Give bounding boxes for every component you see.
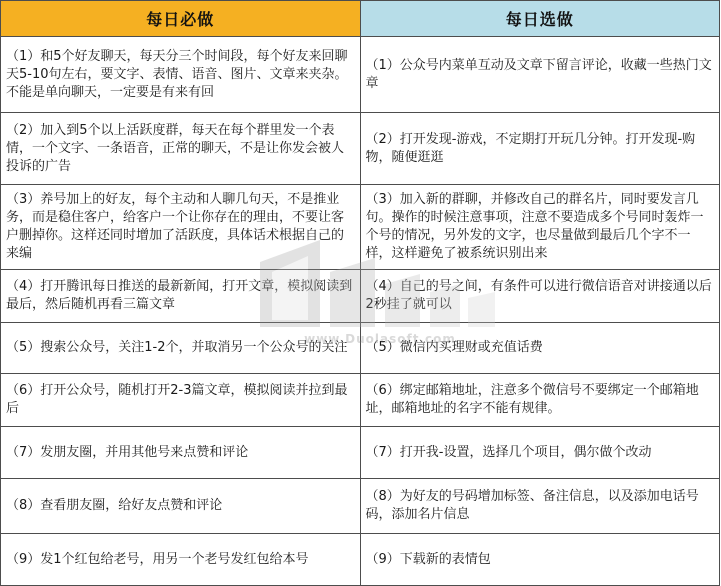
header-row	[1, 1, 720, 37]
optional-task-cell: （4）自己的号之间，有条件可以进行微信语音对讲接通以后2秒挂了就可以	[360, 270, 720, 323]
required-task-cell: （6）打开公众号，随机打开2-3篇文章，模拟阅读并拉到最后	[1, 374, 361, 427]
required-task-cell: （4）打开腾讯每日推送的最新新闻，打开文章，模拟阅读到最后，然后随机再看三篇文章	[1, 270, 361, 323]
optional-task-cell: （3）加入新的群聊，并修改自己的群名片，同时要发言几句。操作的时候注意事项，注意不要造成多个号同时轰炸一个号的情况，另外发的文字，也尽量做到最后几个字不一样，这样避免了被系统识别出来	[360, 185, 720, 270]
optional-task-cell: （8）为好友的号码增加标签、备注信息，以及添加电话号码，添加名片信息	[360, 479, 720, 534]
optional-task-cell: （1）公众号内菜单互动及文章下留言评论，收藏一些热门文章	[360, 37, 720, 113]
required-task-cell: （5）搜索公众号，关注1-2个，并取消另一个公众号的关注	[1, 323, 361, 374]
optional-task-cell: （7）打开我-设置，选择几个项目，偶尔做个改动	[360, 427, 720, 479]
required-task-cell: （8）查看朋友圈，给好友点赞和评论	[1, 479, 361, 534]
required-task-cell: （9）发1个红包给老号，用另一个老号发红包给本号	[1, 534, 361, 586]
table-row	[1, 113, 720, 185]
optional-task-cell: （5）微信内买理财或充值话费	[360, 323, 720, 374]
required-task-cell: （7）发朋友圈，并用其他号来点赞和评论	[1, 427, 361, 479]
table-row	[1, 374, 720, 427]
watermark-text: www.Duolasoft.com	[304, 332, 456, 346]
required-task-cell: （1）和5个好友聊天，每天分三个时间段，每个好友来回聊天5-10句左右，要文字、表情、语音、图片、文章来夹杂。不能是单向聊天，一定要是有来有回	[1, 37, 361, 113]
table-row	[1, 479, 720, 534]
table-row	[1, 270, 720, 323]
optional-task-cell: （6）绑定邮箱地址，注意多个微信号不要绑定一个邮箱地址，邮箱地址的名字不能有规律。	[360, 374, 720, 427]
header-daily-required: 每日必做	[1, 1, 361, 37]
table-row	[1, 37, 720, 113]
table-row	[1, 323, 720, 374]
optional-task-cell: （2）打开发现-游戏，不定期打开玩几分钟。打开发现-购物，随便逛逛	[360, 113, 720, 185]
table-row	[1, 427, 720, 479]
required-task-cell: （2）加入到5个以上活跃度群，每天在每个群里发一个表情，一个文字、一条语音，正常的聊天，不是让你发会被人投诉的广告	[1, 113, 361, 185]
required-task-cell: （3）养号加上的好友，每个主动和人聊几句天，不是推业务，而是稳住客户，给客户一个让你存在的理由，不要让客户删掉你。这样还同时增加了活跃度，具体话术根据自己的来编	[1, 185, 361, 270]
header-daily-optional: 每日选做	[360, 1, 720, 37]
table-row	[1, 185, 720, 270]
table-row	[1, 534, 720, 586]
optional-task-cell: （9）下载新的表情包	[360, 534, 720, 586]
